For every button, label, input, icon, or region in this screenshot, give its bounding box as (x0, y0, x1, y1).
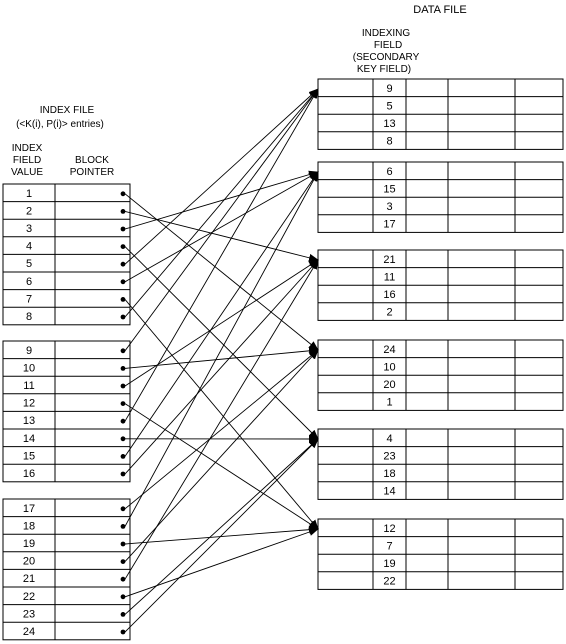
block-pointer-dot (121, 577, 126, 582)
svg-text:KEY FIELD): KEY FIELD) (356, 64, 412, 75)
index-field-value: 21 (22, 573, 36, 586)
data-block (318, 79, 563, 149)
pointer-arrow (125, 89, 318, 317)
indexing-field-value: 13 (383, 118, 396, 130)
block-pointer-dot (121, 524, 126, 529)
svg-text:INDEX: INDEX (11, 143, 43, 154)
index-field-value: 6 (25, 275, 33, 288)
pointer-arrows (125, 89, 318, 632)
index-field-value: 9 (25, 344, 33, 357)
pointer-arrow (125, 350, 318, 368)
pointer-arrow (125, 439, 318, 632)
index-field-value: 10 (22, 362, 36, 375)
block-pointer-dot (121, 612, 126, 617)
indexing-field-value: 9 (386, 82, 393, 95)
block-pointer-dot (121, 244, 126, 249)
index-field-value: 5 (25, 258, 33, 271)
indexing-field-value: 21 (383, 253, 396, 266)
indexing-field-value: 3 (386, 201, 393, 213)
indexing-field-value: 8 (386, 135, 393, 148)
block-pointer-dot (121, 297, 126, 302)
index-field-value: 7 (25, 293, 33, 306)
pointer-arrow (125, 439, 318, 614)
pointer-arrow (125, 89, 318, 264)
svg-text:FIELD: FIELD (373, 40, 403, 51)
indexing-field-value: 2 (386, 306, 393, 319)
indexing-field-value: 11 (383, 271, 396, 284)
block-pointer-dot (121, 262, 126, 267)
block-pointer-dot (121, 348, 126, 353)
svg-text:(SECONDARY: (SECONDARY (352, 52, 420, 63)
indexing-field-value: 19 (383, 558, 396, 570)
indexing-field-value: 1 (386, 396, 393, 409)
index-field-value: 1 (25, 187, 33, 200)
index-field-value: 18 (22, 520, 36, 533)
indexing-field-value: 23 (383, 450, 396, 463)
indexing-field-value: 20 (383, 379, 396, 391)
svg-text:POINTER: POINTER (69, 167, 115, 178)
block-pointer-dot (121, 594, 126, 599)
svg-text:INDEX FILE: INDEX FILE (39, 105, 95, 116)
index-field-value: 13 (22, 415, 36, 428)
block-pointer-dot (121, 227, 126, 232)
indexing-field-value: 15 (383, 183, 396, 196)
index-field-value: 15 (22, 450, 36, 463)
block-pointer-dot (121, 279, 126, 284)
svg-text:VALUE: VALUE (10, 167, 44, 178)
index-field-value-header (11, 143, 43, 178)
pointer-arrow (125, 89, 318, 351)
svg-text:BLOCK: BLOCK (75, 155, 109, 166)
index-field-value: 4 (25, 240, 33, 253)
indexing-field-value: 6 (386, 165, 393, 178)
pointer-arrow (125, 529, 318, 597)
svg-text:(<K(i), P(i)> entries): (<K(i), P(i)> entries) (16, 119, 104, 130)
block-pointer-dot (121, 419, 126, 424)
index-field-value: 20 (22, 555, 36, 568)
pointer-arrow (125, 89, 318, 421)
indexing-field-value: 22 (383, 575, 396, 588)
index-block (3, 499, 130, 640)
data-block (318, 429, 563, 499)
index-field-value: 11 (23, 380, 35, 392)
index-field-value: 22 (22, 590, 36, 603)
block-pointer-dot (121, 315, 126, 320)
index-field-value: 8 (25, 311, 33, 323)
svg-text:FIELD: FIELD (12, 155, 42, 166)
index-field-value: 17 (22, 502, 36, 515)
indexing-field-value: 14 (383, 485, 396, 498)
pointer-arrow (125, 172, 318, 282)
block-pointer-dot (121, 436, 126, 441)
block-pointer-dot (121, 506, 126, 511)
block-pointer-dot (121, 209, 126, 214)
pointer-arrow (125, 172, 318, 526)
block-pointer-header (70, 155, 114, 178)
index-field-value: 23 (22, 608, 36, 621)
index-file-label (16, 105, 104, 130)
pointer-arrow (125, 404, 318, 529)
indexing-field-value: 18 (383, 468, 396, 480)
index-block (3, 184, 130, 325)
pointer-arrow (125, 211, 318, 260)
indexing-field-value: 7 (386, 540, 393, 553)
index-field-value: 2 (25, 205, 33, 218)
indexing-field-label (353, 28, 420, 75)
block-pointer-dot (121, 366, 126, 371)
index-field-value: 16 (22, 468, 36, 480)
indexing-field-value: 16 (383, 289, 396, 301)
index-field-value: 12 (22, 397, 36, 410)
index-block (3, 341, 130, 482)
indexing-field-value: 4 (386, 432, 393, 445)
indexing-field-value: 5 (386, 100, 393, 113)
data-block (318, 340, 563, 410)
index-field-value: 24 (22, 626, 36, 638)
block-pointer-dot (121, 630, 126, 635)
data-file-title: DATA FILE (413, 4, 467, 16)
block-pointer-dot (121, 542, 126, 547)
pointer-arrow (125, 247, 318, 439)
indexing-field-value: 17 (383, 218, 396, 231)
index-field-value: 19 (22, 538, 36, 550)
svg-text:INDEXING: INDEXING (361, 28, 411, 39)
index-field-value: 3 (25, 223, 33, 235)
indexing-field-value: 24 (383, 343, 396, 356)
data-block (318, 519, 563, 589)
data-block (318, 250, 563, 320)
block-pointer-dot (121, 384, 126, 389)
pointer-arrow (125, 350, 318, 562)
pointer-arrow (125, 194, 318, 350)
block-pointer-dot (121, 454, 126, 459)
indexing-field-value: 10 (383, 361, 396, 374)
block-pointer-dot (121, 191, 126, 196)
data-file (318, 79, 563, 589)
block-pointer-dot (121, 401, 126, 406)
indexing-field-value: 12 (383, 522, 396, 535)
block-pointer-dot (121, 472, 126, 477)
data-block (318, 162, 563, 232)
pointer-arrow (125, 350, 318, 509)
index-field-value: 14 (22, 432, 36, 445)
block-pointer-dot (121, 559, 126, 564)
index-file (3, 184, 130, 640)
